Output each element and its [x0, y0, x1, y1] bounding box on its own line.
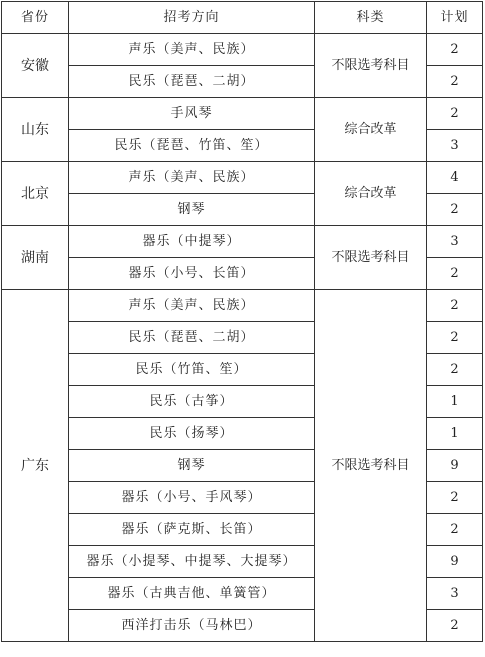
plan-cell: 2 — [427, 98, 483, 130]
plan-cell: 4 — [427, 162, 483, 194]
direction-cell: 民乐（琵琶、竹笛、笙） — [69, 130, 315, 162]
table-row — [2, 162, 483, 194]
direction-cell: 民乐（竹笛、笙） — [69, 354, 315, 386]
plan-cell: 1 — [427, 386, 483, 418]
subject-cell: 综合改革 — [315, 162, 427, 226]
header-direction: 招考方向 — [69, 2, 315, 34]
direction-cell: 器乐（小提琴、中提琴、大提琴） — [69, 546, 315, 578]
direction-cell: 器乐（小号、长笛） — [69, 258, 315, 290]
subject-cell: 不限选考科目 — [315, 290, 427, 642]
table-row — [2, 290, 483, 322]
header-subject: 科类 — [315, 2, 427, 34]
plan-cell: 2 — [427, 258, 483, 290]
plan-cell: 1 — [427, 418, 483, 450]
enrollment-plan-table-container — [1, 1, 483, 642]
direction-cell: 钢琴 — [69, 194, 315, 226]
subject-cell: 不限选考科目 — [315, 226, 427, 290]
direction-cell: 民乐（琵琶、二胡） — [69, 322, 315, 354]
plan-cell: 2 — [427, 290, 483, 322]
direction-cell: 器乐（中提琴） — [69, 226, 315, 258]
direction-cell: 声乐（美声、民族） — [69, 162, 315, 194]
subject-cell: 不限选考科目 — [315, 34, 427, 98]
direction-cell: 声乐（美声、民族） — [69, 290, 315, 322]
table-row — [2, 98, 483, 130]
plan-cell: 2 — [427, 514, 483, 546]
table-body — [2, 34, 483, 642]
header-row — [2, 2, 483, 34]
header-province: 省份 — [2, 2, 69, 34]
direction-cell: 民乐（古筝） — [69, 386, 315, 418]
plan-cell: 3 — [427, 130, 483, 162]
province-cell: 湖南 — [2, 226, 69, 290]
plan-cell: 9 — [427, 546, 483, 578]
direction-cell: 手风琴 — [69, 98, 315, 130]
direction-cell: 声乐（美声、民族） — [69, 34, 315, 66]
table-row — [2, 226, 483, 258]
province-cell: 广东 — [2, 290, 69, 642]
plan-cell: 2 — [427, 66, 483, 98]
plan-cell: 3 — [427, 226, 483, 258]
plan-cell: 9 — [427, 450, 483, 482]
plan-cell: 2 — [427, 482, 483, 514]
plan-cell: 3 — [427, 578, 483, 610]
direction-cell: 民乐（扬琴） — [69, 418, 315, 450]
plan-cell: 2 — [427, 610, 483, 642]
direction-cell: 器乐（小号、手风琴） — [69, 482, 315, 514]
direction-cell: 民乐（琵琶、二胡） — [69, 66, 315, 98]
enrollment-plan-table — [1, 1, 483, 642]
province-cell: 北京 — [2, 162, 69, 226]
plan-cell: 2 — [427, 354, 483, 386]
table-row — [2, 34, 483, 66]
plan-cell: 2 — [427, 194, 483, 226]
province-cell: 安徽 — [2, 34, 69, 98]
province-cell: 山东 — [2, 98, 69, 162]
plan-cell: 2 — [427, 34, 483, 66]
header-plan: 计划 — [427, 2, 483, 34]
direction-cell: 西洋打击乐（马林巴） — [69, 610, 315, 642]
direction-cell: 钢琴 — [69, 450, 315, 482]
plan-cell: 2 — [427, 322, 483, 354]
direction-cell: 器乐（古典吉他、单簧管） — [69, 578, 315, 610]
subject-cell: 综合改革 — [315, 98, 427, 162]
direction-cell: 器乐（萨克斯、长笛） — [69, 514, 315, 546]
